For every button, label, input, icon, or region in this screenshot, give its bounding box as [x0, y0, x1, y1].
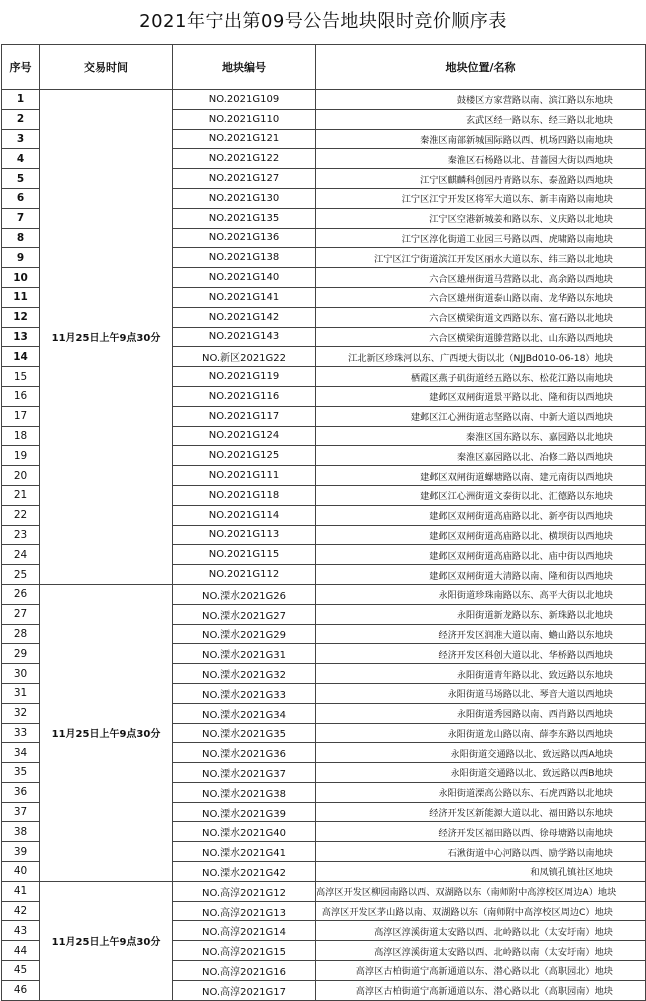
row-seq: 13 [2, 327, 40, 347]
parcel-code: NO.高淳2021G13 [173, 901, 316, 921]
row-seq: 35 [2, 763, 40, 783]
row-seq: 7 [2, 208, 40, 228]
row-seq: 36 [2, 782, 40, 802]
parcel-location: 经济开发区新能源大道以北、福田路以东地块 [316, 802, 646, 822]
parcel-location: 永阳街道交通路以北、致远路以西B地块 [316, 763, 646, 783]
header-time: 交易时间 [40, 45, 173, 90]
row-seq: 41 [2, 881, 40, 901]
table-row [2, 881, 646, 901]
parcel-location: 永阳街道溧高公路以东、石虎西路以北地块 [316, 782, 646, 802]
parcel-location: 经济开发区科创大道以北、华桥路以西地块 [316, 644, 646, 664]
parcel-code: NO.2021G112 [173, 565, 316, 585]
row-seq: 43 [2, 921, 40, 941]
parcel-location: 永阳街道珍珠南路以东、高平大街以北地块 [316, 584, 646, 604]
row-seq: 17 [2, 406, 40, 426]
parcel-code: NO.2021G130 [173, 188, 316, 208]
parcel-code: NO.2021G141 [173, 287, 316, 307]
row-seq: 5 [2, 169, 40, 189]
row-seq: 45 [2, 961, 40, 981]
parcel-code: NO.溧水2021G38 [173, 782, 316, 802]
trade-time-cell: 11月25日上午9点30分 [40, 90, 173, 585]
parcel-code: NO.2021G140 [173, 268, 316, 288]
row-seq: 6 [2, 188, 40, 208]
row-seq: 16 [2, 386, 40, 406]
page-title: 2021年宁出第09号公告地块限时竞价顺序表 [139, 11, 507, 32]
parcel-code: NO.溧水2021G34 [173, 703, 316, 723]
parcel-location: 建邺区双闸街道景平路以北、隆和街以西地块 [316, 386, 646, 406]
parcel-code: NO.高淳2021G17 [173, 980, 316, 1000]
parcel-code: NO.2021G119 [173, 367, 316, 387]
table-header-row [2, 45, 646, 90]
parcel-location: 和凤镇孔镇社区地块 [316, 862, 646, 882]
row-seq: 2 [2, 109, 40, 129]
parcel-code: NO.溧水2021G42 [173, 862, 316, 882]
parcel-location: 高淳区开发区茅山路以南、双湖路以东（南师附中高淳校区周边C）地块 [316, 901, 646, 921]
parcel-location: 建邺区双闸街道高庙路以北、横坝街以西地块 [316, 525, 646, 545]
parcel-code: NO.溧水2021G37 [173, 763, 316, 783]
row-seq: 37 [2, 802, 40, 822]
parcel-code: NO.2021G135 [173, 208, 316, 228]
parcel-code: NO.高淳2021G15 [173, 941, 316, 961]
parcel-code: NO.2021G142 [173, 307, 316, 327]
parcel-code: NO.2021G113 [173, 525, 316, 545]
parcel-location: 建邺区双闸街道螺塘路以南、建元南街以西地块 [316, 466, 646, 486]
row-seq: 21 [2, 485, 40, 505]
row-seq: 32 [2, 703, 40, 723]
row-seq: 25 [2, 565, 40, 585]
parcel-location: 高淳区开发区柳园南路以西、双湖路以东（南师附中高淳校区周边A）地块 [316, 881, 646, 901]
parcel-location: 秦淮区国东路以东、嘉园路以北地块 [316, 426, 646, 446]
trade-time-cell: 11月25日上午9点30分 [40, 584, 173, 881]
row-seq: 46 [2, 980, 40, 1000]
parcel-location: 江宁区江宁开发区将军大道以东、新丰南路以南地块 [316, 188, 646, 208]
row-seq: 18 [2, 426, 40, 446]
parcel-code: NO.溧水2021G32 [173, 664, 316, 684]
parcel-code: NO.2021G127 [173, 169, 316, 189]
row-seq: 40 [2, 862, 40, 882]
auction-order-table [1, 44, 646, 1001]
parcel-location: 江宁区淳化街道工业园三号路以西、虎啸路以南地块 [316, 228, 646, 248]
row-seq: 22 [2, 505, 40, 525]
parcel-code: NO.2021G117 [173, 406, 316, 426]
parcel-location: 六合区横梁街道滕营路以北、山东路以西地块 [316, 327, 646, 347]
row-seq: 14 [2, 347, 40, 367]
parcel-location: 石湫街道中心河路以西、励学路以南地块 [316, 842, 646, 862]
row-seq: 4 [2, 149, 40, 169]
row-seq: 9 [2, 248, 40, 268]
row-seq: 24 [2, 545, 40, 565]
header-location: 地块位置/名称 [316, 45, 646, 90]
row-seq: 26 [2, 584, 40, 604]
parcel-location: 建邺区双闸街道高庙路以北、庙中街以西地块 [316, 545, 646, 565]
parcel-location: 经济开发区润准大道以南、蟾山路以东地块 [316, 624, 646, 644]
row-seq: 10 [2, 268, 40, 288]
parcel-code: NO.2021G122 [173, 149, 316, 169]
row-seq: 29 [2, 644, 40, 664]
parcel-location: 建邺区江心洲街道志坚路以南、中新大道以西地块 [316, 406, 646, 426]
row-seq: 3 [2, 129, 40, 149]
parcel-location: 江宁区江宁街道滨江开发区丽水大道以东、纬三路以北地块 [316, 248, 646, 268]
parcel-code: NO.溧水2021G29 [173, 624, 316, 644]
parcel-location: 秦淮区石杨路以北、昔蔷园大街以西地块 [316, 149, 646, 169]
parcel-location: 玄武区经一路以东、经三路以北地块 [316, 109, 646, 129]
parcel-location: 栖霞区燕子矶街道经五路以东、松花江路以南地块 [316, 367, 646, 387]
parcel-location: 建邺区双闸街道大清路以南、隆和街以西地块 [316, 565, 646, 585]
parcel-code: NO.溧水2021G36 [173, 743, 316, 763]
parcel-code: NO.2021G116 [173, 386, 316, 406]
parcel-code: NO.2021G138 [173, 248, 316, 268]
row-seq: 8 [2, 228, 40, 248]
parcel-code: NO.2021G124 [173, 426, 316, 446]
parcel-location: 经济开发区福田路以西、徐母塘路以南地块 [316, 822, 646, 842]
parcel-code: NO.高淳2021G12 [173, 881, 316, 901]
parcel-code: NO.溧水2021G39 [173, 802, 316, 822]
parcel-location: 高淳区古柏街道宁高新通道以东、潜心路以北（高职园南）地块 [316, 980, 646, 1000]
parcel-location: 江宁区麒麟科创园丹青路以东、泰盈路以西地块 [316, 169, 646, 189]
parcel-code: NO.2021G109 [173, 90, 316, 110]
parcel-code: NO.2021G143 [173, 327, 316, 347]
row-seq: 34 [2, 743, 40, 763]
table-row [2, 584, 646, 604]
parcel-location: 六合区横梁街道文西路以东、富石路以北地块 [316, 307, 646, 327]
row-seq: 23 [2, 525, 40, 545]
row-seq: 27 [2, 604, 40, 624]
parcel-code: NO.溧水2021G35 [173, 723, 316, 743]
parcel-location: 建邺区双闸街道高庙路以北、新亭街以西地块 [316, 505, 646, 525]
row-seq: 19 [2, 446, 40, 466]
parcel-code: NO.溧水2021G41 [173, 842, 316, 862]
parcel-code: NO.溧水2021G31 [173, 644, 316, 664]
parcel-location: 江宁区空港新城姜和路以东、义庆路以北地块 [316, 208, 646, 228]
header-code: 地块编号 [173, 45, 316, 90]
parcel-location: 江北新区珍珠河以东、广西埂大街以北（NJJBd010-06-18）地块 [316, 347, 646, 367]
parcel-code: NO.2021G121 [173, 129, 316, 149]
parcel-code: NO.2021G136 [173, 228, 316, 248]
parcel-code: NO.溧水2021G27 [173, 604, 316, 624]
table-body [2, 90, 646, 1001]
parcel-code: NO.2021G115 [173, 545, 316, 565]
parcel-code: NO.2021G111 [173, 466, 316, 486]
row-seq: 15 [2, 367, 40, 387]
row-seq: 31 [2, 683, 40, 703]
parcel-location: 永阳街道新龙路以东、新珠路以北地块 [316, 604, 646, 624]
row-seq: 38 [2, 822, 40, 842]
parcel-code: NO.2021G114 [173, 505, 316, 525]
row-seq: 39 [2, 842, 40, 862]
parcel-code: NO.新区2021G22 [173, 347, 316, 367]
parcel-location: 永阳街道龙山路以南、薛李东路以西地块 [316, 723, 646, 743]
parcel-location: 永阳街道交通路以北、致远路以西A地块 [316, 743, 646, 763]
parcel-code: NO.2021G118 [173, 485, 316, 505]
parcel-location: 秦淮区南部新城国际路以西、机场四路以南地块 [316, 129, 646, 149]
parcel-code: NO.2021G125 [173, 446, 316, 466]
parcel-location: 六合区雄州街道马营路以北、高余路以西地块 [316, 268, 646, 288]
parcel-location: 高淳区淳溪街道太安路以西、北岭路以北（太安圩南）地块 [316, 921, 646, 941]
parcel-code: NO.高淳2021G14 [173, 921, 316, 941]
parcel-location: 高淳区古柏街道宁高新通道以东、潜心路以北（高职园北）地块 [316, 961, 646, 981]
row-seq: 30 [2, 664, 40, 684]
parcel-location: 永阳街道青年路以北、致远路以东地块 [316, 664, 646, 684]
row-seq: 12 [2, 307, 40, 327]
table-row [2, 90, 646, 110]
header-seq: 序号 [2, 45, 40, 90]
row-seq: 11 [2, 287, 40, 307]
row-seq: 28 [2, 624, 40, 644]
row-seq: 1 [2, 90, 40, 110]
parcel-code: NO.溧水2021G33 [173, 683, 316, 703]
parcel-location: 高淳区淳溪街道太安路以西、北岭路以南（太安圩南）地块 [316, 941, 646, 961]
trade-time-cell: 11月25日上午9点30分 [40, 881, 173, 1000]
parcel-location: 六合区雄州街道泰山路以南、龙华路以东地块 [316, 287, 646, 307]
parcel-location: 鼓楼区方家营路以南、滨江路以东地块 [316, 90, 646, 110]
parcel-location: 永阳街道马场路以北、琴音大道以西地块 [316, 683, 646, 703]
parcel-location: 永阳街道秀园路以南、西肖路以西地块 [316, 703, 646, 723]
row-seq: 33 [2, 723, 40, 743]
parcel-code: NO.高淳2021G16 [173, 961, 316, 981]
parcel-location: 秦淮区嘉园路以北、冶修二路以西地块 [316, 446, 646, 466]
parcel-code: NO.溧水2021G40 [173, 822, 316, 842]
row-seq: 20 [2, 466, 40, 486]
parcel-code: NO.2021G110 [173, 109, 316, 129]
row-seq: 44 [2, 941, 40, 961]
parcel-location: 建邺区江心洲街道文泰街以北、汇德路以东地块 [316, 485, 646, 505]
row-seq: 42 [2, 901, 40, 921]
parcel-code: NO.溧水2021G26 [173, 584, 316, 604]
